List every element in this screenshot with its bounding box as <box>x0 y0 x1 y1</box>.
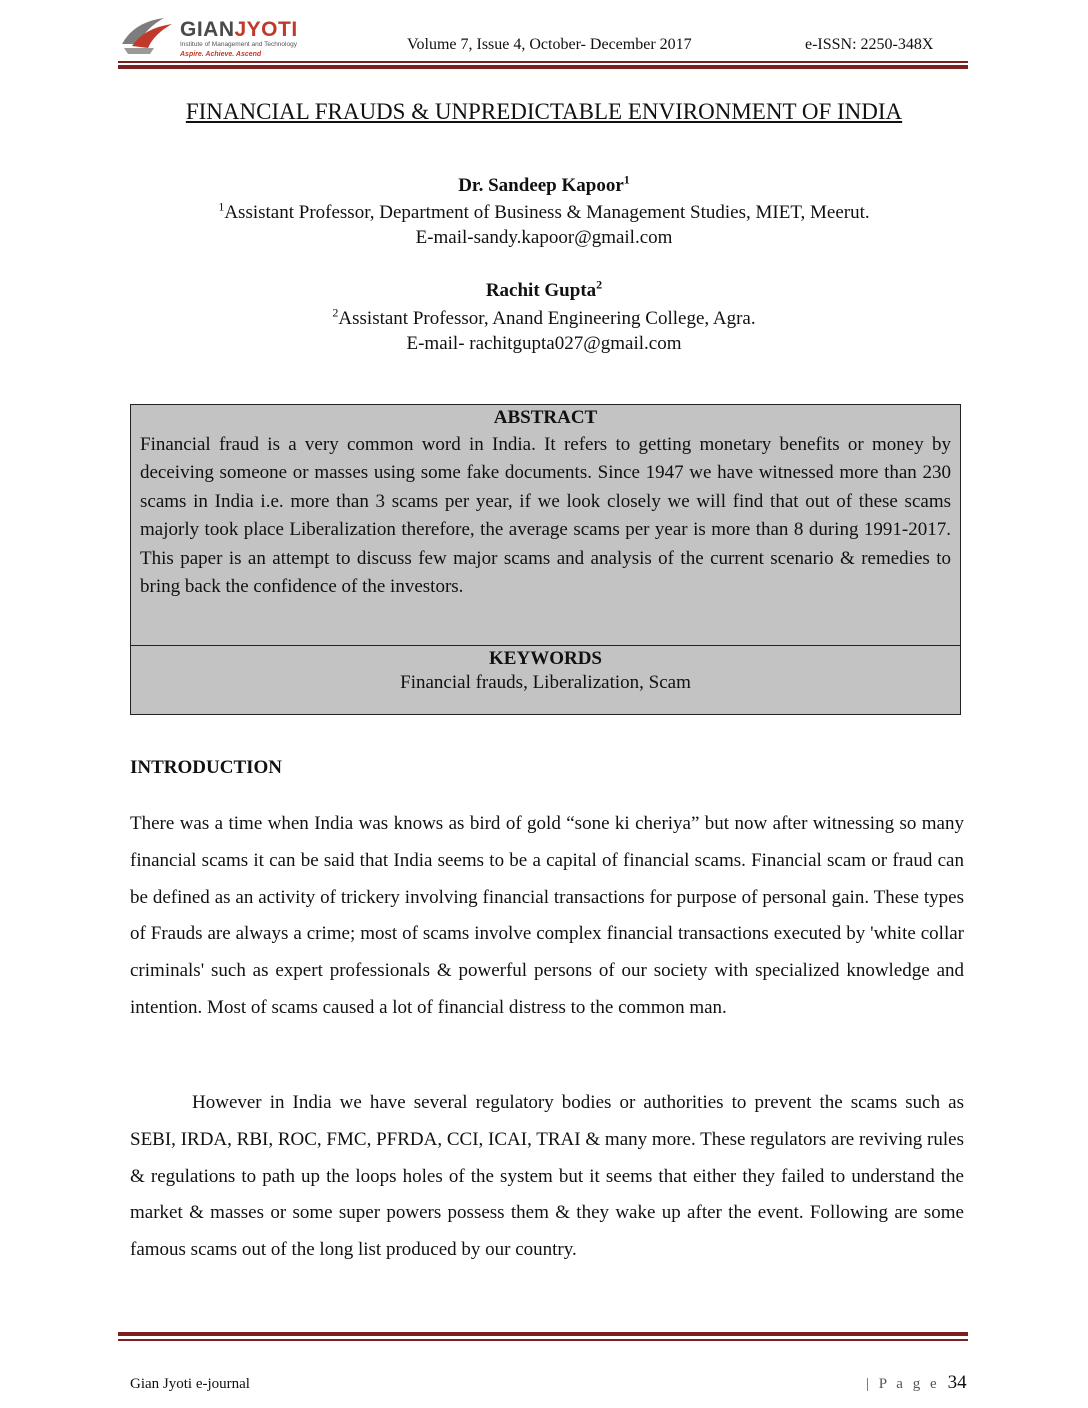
header-issn: e-ISSN: 2250-348X <box>805 36 934 53</box>
header-volume: Volume 7, Issue 4, October- December 2017 <box>407 36 692 53</box>
footer-page <box>866 1372 967 1394</box>
author-1-email: E-mail-sandy.kapoor@gmail.com <box>415 227 673 248</box>
paper-title: FINANCIAL FRAUDS & UNPREDICTABLE ENVIRONMENT OF INDIA <box>185 99 903 124</box>
page-number: 34 <box>947 1372 967 1393</box>
author-2-affiliation: $^2$Assistant Professor, Anand Engineering College, Agra. <box>332 305 756 329</box>
introduction-heading: INTRODUCTION <box>130 757 283 778</box>
keywords-heading: KEYWORDS <box>489 648 602 669</box>
intro-paragraph-2: However in India we have several regulatory bodies or authorities to prevent the scams such as SEBI, IRDA, RBI, ROC, FMC, PFRDA, CCI, ICAI, TRAI & many more. These regulators are reviving rules & regulations to path up the loops holes of the system but it seems that either they failed to understand the market & masses or some super powers possess them & they wake up after the event. Following are some famous scams out of the long list produced by our country. <box>130 1092 964 1261</box>
header-rule-bottom <box>118 65 968 69</box>
page-label: | P a g e <box>866 1376 940 1392</box>
abstract-text: Financial fraud is a very common word in India. It refers to getting monetary benefits or money by deceiving someone or masses using some fake documents. Since 1947 we have witnessed more than 230 scams in India i.e. more than 3 scams per year, if we look closely we will find that out of these scams majorly took place Liberalization therefore, the average scams per year is more than 8 during 1991-2017. This paper is an attempt to discuss few major scams and analysis of the current scenario & remedies to bring back the confidence of the investors. <box>140 434 951 598</box>
author-2-name: Rachit Gupta$^2$ <box>485 277 603 301</box>
keywords-text: Financial frauds, Liberalization, Scam <box>400 672 691 693</box>
logo-wordmark: GIANJYOTI <box>180 18 298 41</box>
abstract-heading: ABSTRACT <box>493 407 598 428</box>
header-rule-top <box>118 61 968 63</box>
footer-journal-name: Gian Jyoti e-journal <box>130 1376 250 1392</box>
intro-paragraph-1: There was a time when India was knows as bird of gold “sone ki cheriya” but now after witnessing so many financial scams it can be said that India seems to be a capital of financial scams. Financial scam or fraud can be defined as an activity of trickery involving financial transactions for purpose of personal gain. These types of Frauds are always a crime; most of scams involve complex financial transactions executed by 'white collar criminals' such as expert professionals & powerful persons of our society with specialized knowledge and intention. Most of scams caused a lot of financial distress to the common man. <box>130 813 964 1018</box>
footer-rule-top <box>118 1332 968 1336</box>
abstract-divider <box>131 645 960 646</box>
logo-emblem-icon <box>118 14 178 60</box>
logo-subtitle: Institute of Management and Technology <box>180 41 297 48</box>
author-2-email: E-mail- rachitgupta027@gmail.com <box>406 333 682 354</box>
author-1-name: Dr. Sandeep Kapoor$^1$ <box>458 172 630 196</box>
logo-tagline: Aspire. Achieve. Ascend <box>180 51 262 58</box>
author-1-affiliation: $^1$Assistant Professor, Department of Business & Management Studies, MIET, Meerut. <box>218 199 870 223</box>
abstract-box <box>130 404 961 715</box>
journal-logo <box>118 14 333 60</box>
footer-rule-bottom <box>118 1339 968 1341</box>
